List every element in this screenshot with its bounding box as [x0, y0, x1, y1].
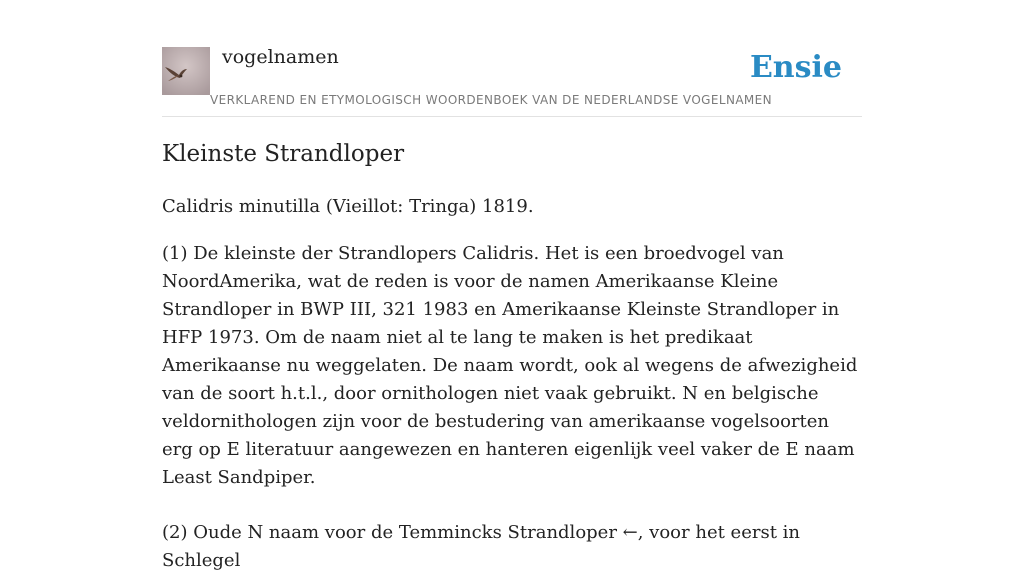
page-title: Kleinste Strandloper: [162, 141, 405, 167]
entry-content: [162, 138, 862, 575]
definition-paragraph-2: (2) Oude N naam voor de Temmincks Strandloper ←, voor het eerst in Schlegel: [162, 522, 800, 571]
avatar[interactable]: [162, 47, 210, 95]
blog-tagline: VERKLAREND EN ETYMOLOGISCH WOORDENBOEK VAN DE NEDERLANDSE VOGELNAMEN: [210, 93, 773, 107]
blog-name-link[interactable]: vogelnamen: [222, 46, 339, 68]
site-header: [162, 40, 862, 117]
definition-paragraph-1: (1) De kleinste der Strandlopers Calidris. Het is een broedvogel van NoordAmerika, wat de reden is voor de namen Amerikaanse Kleine Strandloper in BWP III, 321 1983 en Amerikaanse Kleinste Strandloper in HFP 1973. Om de naam niet al te lang te maken is het predikaat Amerikaanse nu weggelaten. De naam wordt, ook al wegens de afwezigheid van de soort h.t.l., door ornithologen niet vaak gebruikt. N en belgische veldornithologen zijn voor de bestudering van amerikaanse vogelsoorten erg op E literatuur aangewezen en hanteren eigenlijk veel vaker de E naam Least Sandpiper.: [162, 243, 858, 488]
ensie-logo[interactable]: Ensie: [749, 50, 842, 85]
bird-icon: [162, 47, 210, 95]
scientific-name: Calidris minutilla (Vieillot: Tringa) 1819.: [162, 196, 534, 217]
